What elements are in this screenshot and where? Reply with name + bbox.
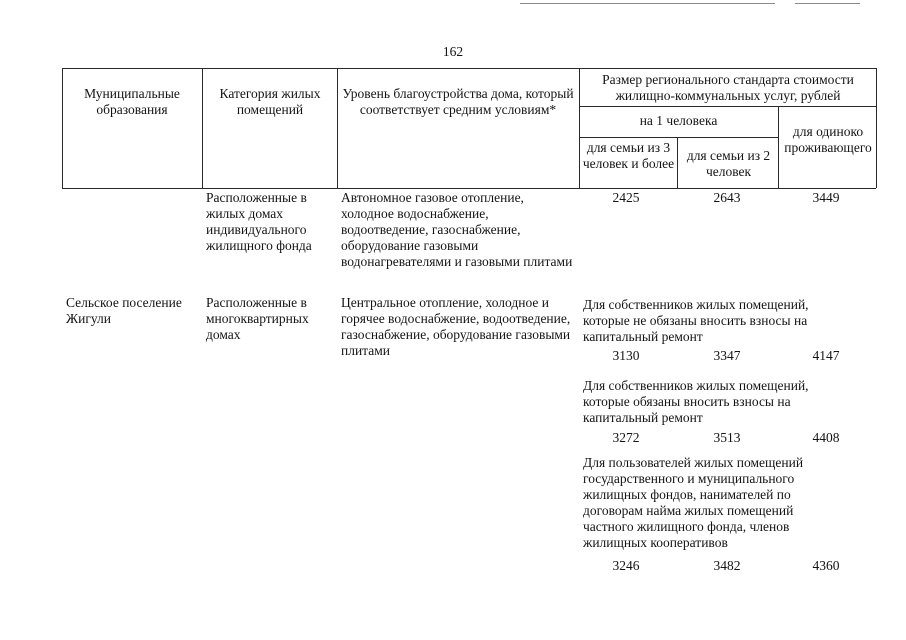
- row2-municipality: Сельское поселение Жигули: [66, 295, 182, 326]
- page-number: 162: [442, 44, 464, 59]
- header-single: для одиноко проживающего: [784, 124, 872, 155]
- scan-artifact-line: [520, 3, 775, 4]
- header-standard-size: Размер регионального стандарта стоимости жилищно-коммунальных услуг, рублей: [602, 72, 854, 103]
- group3-value-single: 4360: [812, 558, 840, 573]
- header-family-2: для семьи из 2 человек: [686, 148, 771, 179]
- row2-category: Расположенные в многоквартирных домах: [206, 295, 309, 342]
- group3-value-family3: 3246: [612, 558, 640, 573]
- group1-value-single: 4147: [812, 348, 840, 363]
- group2-label: Для собственников жилых помещений, которые обязаны вносить взносы на капитальный ремонт: [583, 378, 809, 425]
- header-family-3: для семьи из 3 человек и более: [582, 140, 675, 171]
- row1-value-family3: 2425: [612, 190, 640, 205]
- row1-value-family2: 2643: [713, 190, 741, 205]
- row1-value-single: 3449: [812, 190, 840, 205]
- row1-level: Автономное газовое отопление, холодное водоснабжение, водоотведение, газоснабжение, оборудование газовыми водонагревателями и газовыми плитами: [341, 190, 573, 269]
- group3-label: Для пользователей жилых помещений государственного и муниципального жилищных фондов, нанимателей по договорам найма жилых помещений частного жилищного фонда, членов жилищных кооперативов: [583, 455, 804, 550]
- group2-value-family3: 3272: [612, 430, 640, 445]
- group2-value-family2: 3513: [713, 430, 741, 445]
- group1-label: Для собственников жилых помещений, которые не обязаны вносить взносы на капитальный ремонт: [583, 297, 809, 344]
- header-per-person: на 1 человека: [639, 113, 718, 128]
- group1-value-family2: 3347: [713, 348, 741, 363]
- header-municipality: Муниципальные образования: [84, 86, 180, 117]
- group1-value-family3: 3130: [612, 348, 640, 363]
- row1-category: Расположенные в жилых домах индивидуального жилищного фонда: [206, 190, 312, 253]
- group3-value-family2: 3482: [713, 558, 741, 573]
- row2-level: Центральное отопление, холодное и горячее водоснабжение, водоотведение, газоснабжение, оборудование газовыми плитами: [341, 295, 571, 358]
- group2-value-single: 4408: [812, 430, 840, 445]
- header-category: Категория жилых помещений: [219, 86, 321, 117]
- header-level: Уровень благоустройства дома, который соответствует средним условиям*: [342, 86, 574, 117]
- scan-artifact-line: [795, 3, 860, 4]
